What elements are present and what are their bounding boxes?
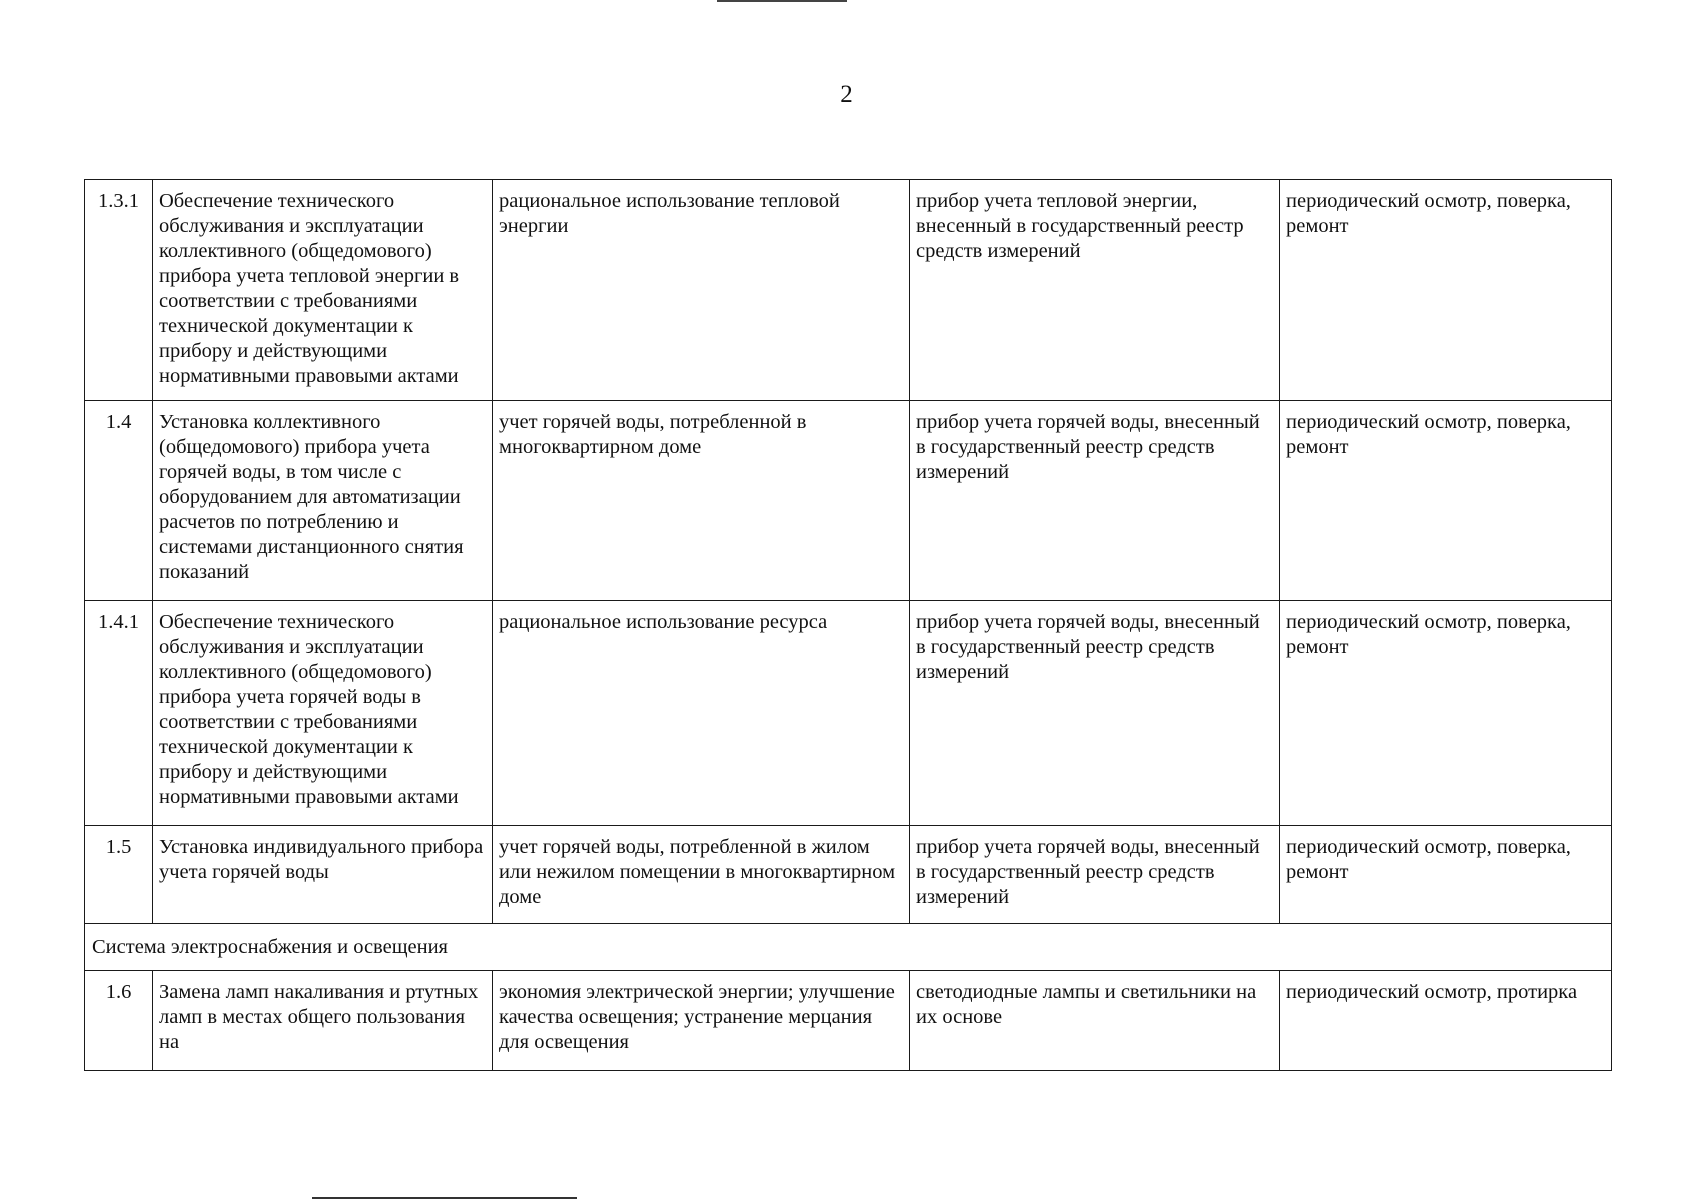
- maintenance-cell: периодический осмотр, поверка, ремонт: [1280, 826, 1612, 924]
- effect-cell: учет горячей воды, потребленной в жилом или нежилом помещении в многоквартирном доме: [493, 826, 910, 924]
- table-row: [85, 826, 1612, 924]
- measures-table: [84, 179, 1612, 1071]
- row-number: 1.6: [85, 971, 153, 1071]
- equipment-cell: прибор учета тепловой энергии, внесенный в государственный реестр средств измерений: [910, 180, 1280, 401]
- equipment-cell: прибор учета горячей воды, внесенный в государственный реестр средств измерений: [910, 826, 1280, 924]
- equipment-cell: прибор учета горячей воды, внесенный в государственный реестр средств измерений: [910, 401, 1280, 601]
- effect-cell: рациональное использование ресурса: [493, 601, 910, 826]
- measure-cell: Установка коллективного (общедомового) прибора учета горячей воды, в том числе с оборудованием для автоматизации расчетов по потреблению и системами дистанционного снятия показаний: [153, 401, 493, 601]
- maintenance-cell: периодический осмотр, поверка, ремонт: [1280, 601, 1612, 826]
- maintenance-cell: периодический осмотр, поверка, ремонт: [1280, 401, 1612, 601]
- effect-cell: рациональное использование тепловой энергии: [493, 180, 910, 401]
- top-rule: [717, 0, 847, 2]
- effect-cell: учет горячей воды, потребленной в многоквартирном доме: [493, 401, 910, 601]
- row-number: 1.5: [85, 826, 153, 924]
- measure-cell: Замена ламп накаливания и ртутных ламп в местах общего пользования на: [153, 971, 493, 1071]
- table-row: [85, 401, 1612, 601]
- maintenance-cell: периодический осмотр, протирка: [1280, 971, 1612, 1071]
- row-number: 1.4: [85, 401, 153, 601]
- row-number: 1.4.1: [85, 601, 153, 826]
- section-title: Система электроснабжения и освещения: [85, 924, 1612, 971]
- equipment-cell: прибор учета горячей воды, внесенный в государственный реестр средств измерений: [910, 601, 1280, 826]
- measure-cell: Установка индивидуального прибора учета горячей воды: [153, 826, 493, 924]
- table-row: [85, 601, 1612, 826]
- maintenance-cell: периодический осмотр, поверка, ремонт: [1280, 180, 1612, 401]
- measure-cell: Обеспечение технического обслуживания и эксплуатации коллективного (общедомового) прибора учета горячей воды в соответствии с требованиями технической документации к прибору и действующими нормативными правовыми актами: [153, 601, 493, 826]
- page-number: 2: [840, 81, 853, 108]
- equipment-cell: светодиодные лампы и светильники на их основе: [910, 971, 1280, 1071]
- effect-cell: экономия электрической энергии; улучшение качества освещения; устранение мерцания для освещения: [493, 971, 910, 1071]
- measure-cell: Обеспечение технического обслуживания и эксплуатации коллективного (общедомового) прибора учета тепловой энергии в соответствии с требованиями технической документации к прибору и действующими нормативными правовыми актами: [153, 180, 493, 401]
- section-header-row: [85, 924, 1612, 971]
- table-row: [85, 971, 1612, 1071]
- row-number: 1.3.1: [85, 180, 153, 401]
- table-row: [85, 180, 1612, 401]
- bottom-rule: [312, 1197, 577, 1199]
